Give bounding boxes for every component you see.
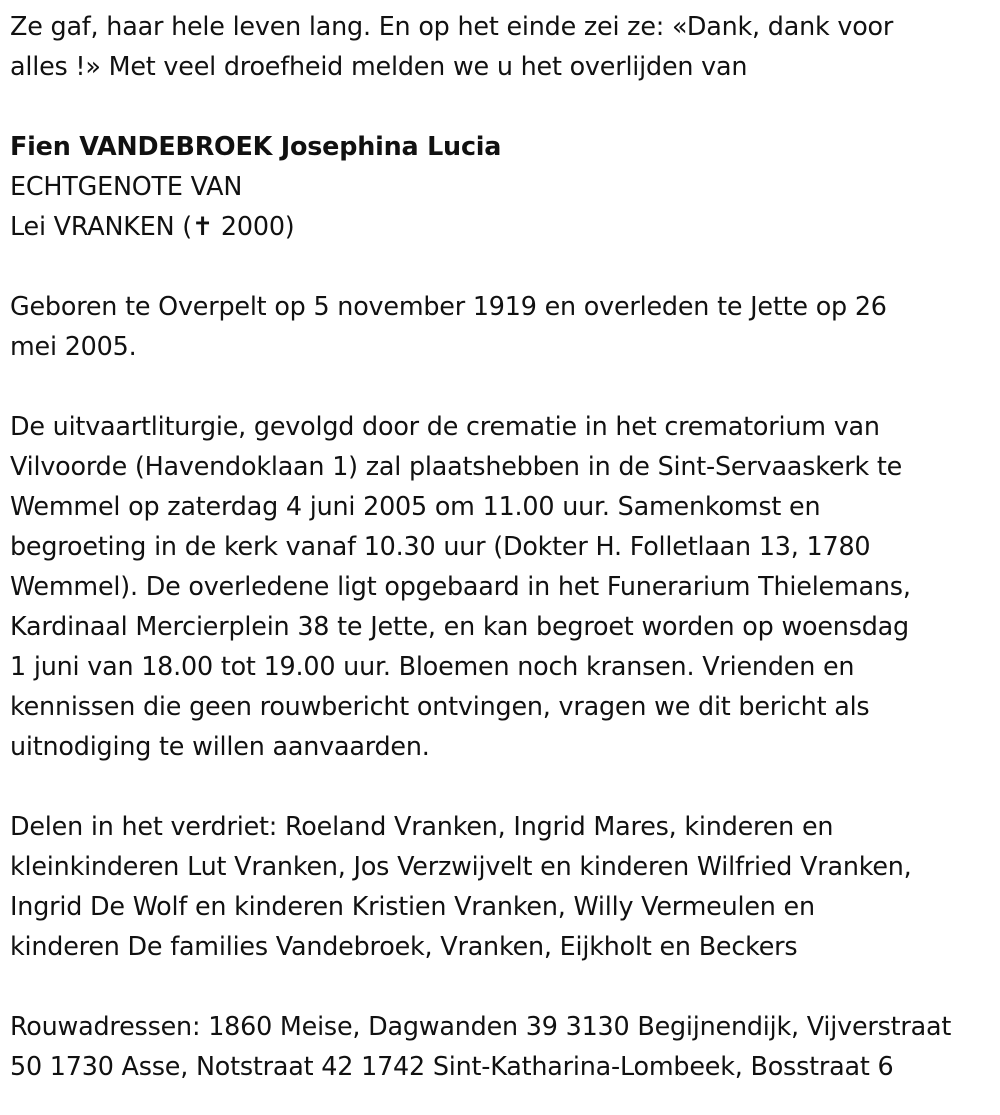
intro-line: alles !» Met veel droefheid melden we u het overlijden van [10,51,748,81]
intro-paragraph [10,6,995,86]
birth-paragraph [10,286,995,366]
funeral-line: De uitvaartliturgie, gevolgd door de crematie in het crematorium van [10,411,880,441]
funeral-line: begroeting in de kerk vanaf 10.30 uur (Dokter H. Folletlaan 13, 1780 [10,531,871,561]
funeral-line: Vilvoorde (Havendoklaan 1) zal plaatshebben in de Sint-Servaaskerk te [10,451,903,481]
spouse-name: Lei VRANKEN (✝ 2000) [10,211,295,241]
funeral-line: Kardinaal Mercierplein 38 te Jette, en kan begroet worden op woensdag [10,611,909,641]
funeral-line: uitnodiging te willen aanvaarden. [10,731,430,761]
funeral-line: Wemmel op zaterdag 4 juni 2005 om 11.00 uur. Samenkomst en [10,491,821,521]
mourners-line: Delen in het verdriet: Roeland Vranken, Ingrid Mares, kinderen en [10,811,834,841]
funeral-line: 1 juni van 18.00 tot 19.00 uur. Bloemen noch kransen. Vrienden en [10,651,855,681]
birth-line: mei 2005. [10,331,137,361]
mourners-line: kleinkinderen Lut Vranken, Jos Verzwijvelt en kinderen Wilfried Vranken, [10,851,912,881]
mourners-line: kinderen De families Vandebroek, Vranken, Eijkholt en Beckers [10,931,798,961]
intro-line: Ze gaf, haar hele leven lang. En op het einde zei ze: «Dank, dank voor [10,11,894,41]
deceased-name: Fien VANDEBROEK Josephina Lucia [10,131,502,161]
addresses-line: Rouwadressen: 1860 Meise, Dagwanden 39 3130 Begijnendijk, Vijverstraat [10,1011,952,1041]
mourners-paragraph [10,806,995,966]
addresses-line: 50 1730 Asse, Notstraat 42 1742 Sint-Katharina-Lombeek, Bosstraat 6 [10,1051,894,1081]
funeral-line: Wemmel). De overledene ligt opgebaard in het Funerarium Thielemans, [10,571,911,601]
obituary-document [10,6,995,1086]
funeral-line: kennissen die geen rouwbericht ontvingen, vragen we dit bericht als [10,691,870,721]
funeral-paragraph [10,406,995,766]
birth-line: Geboren te Overpelt op 5 november 1919 en overleden te Jette op 26 [10,291,887,321]
mourners-line: Ingrid De Wolf en kinderen Kristien Vranken, Willy Vermeulen en [10,891,815,921]
addresses-paragraph [10,1006,995,1086]
relation-label: ECHTGENOTE VAN [10,171,243,201]
